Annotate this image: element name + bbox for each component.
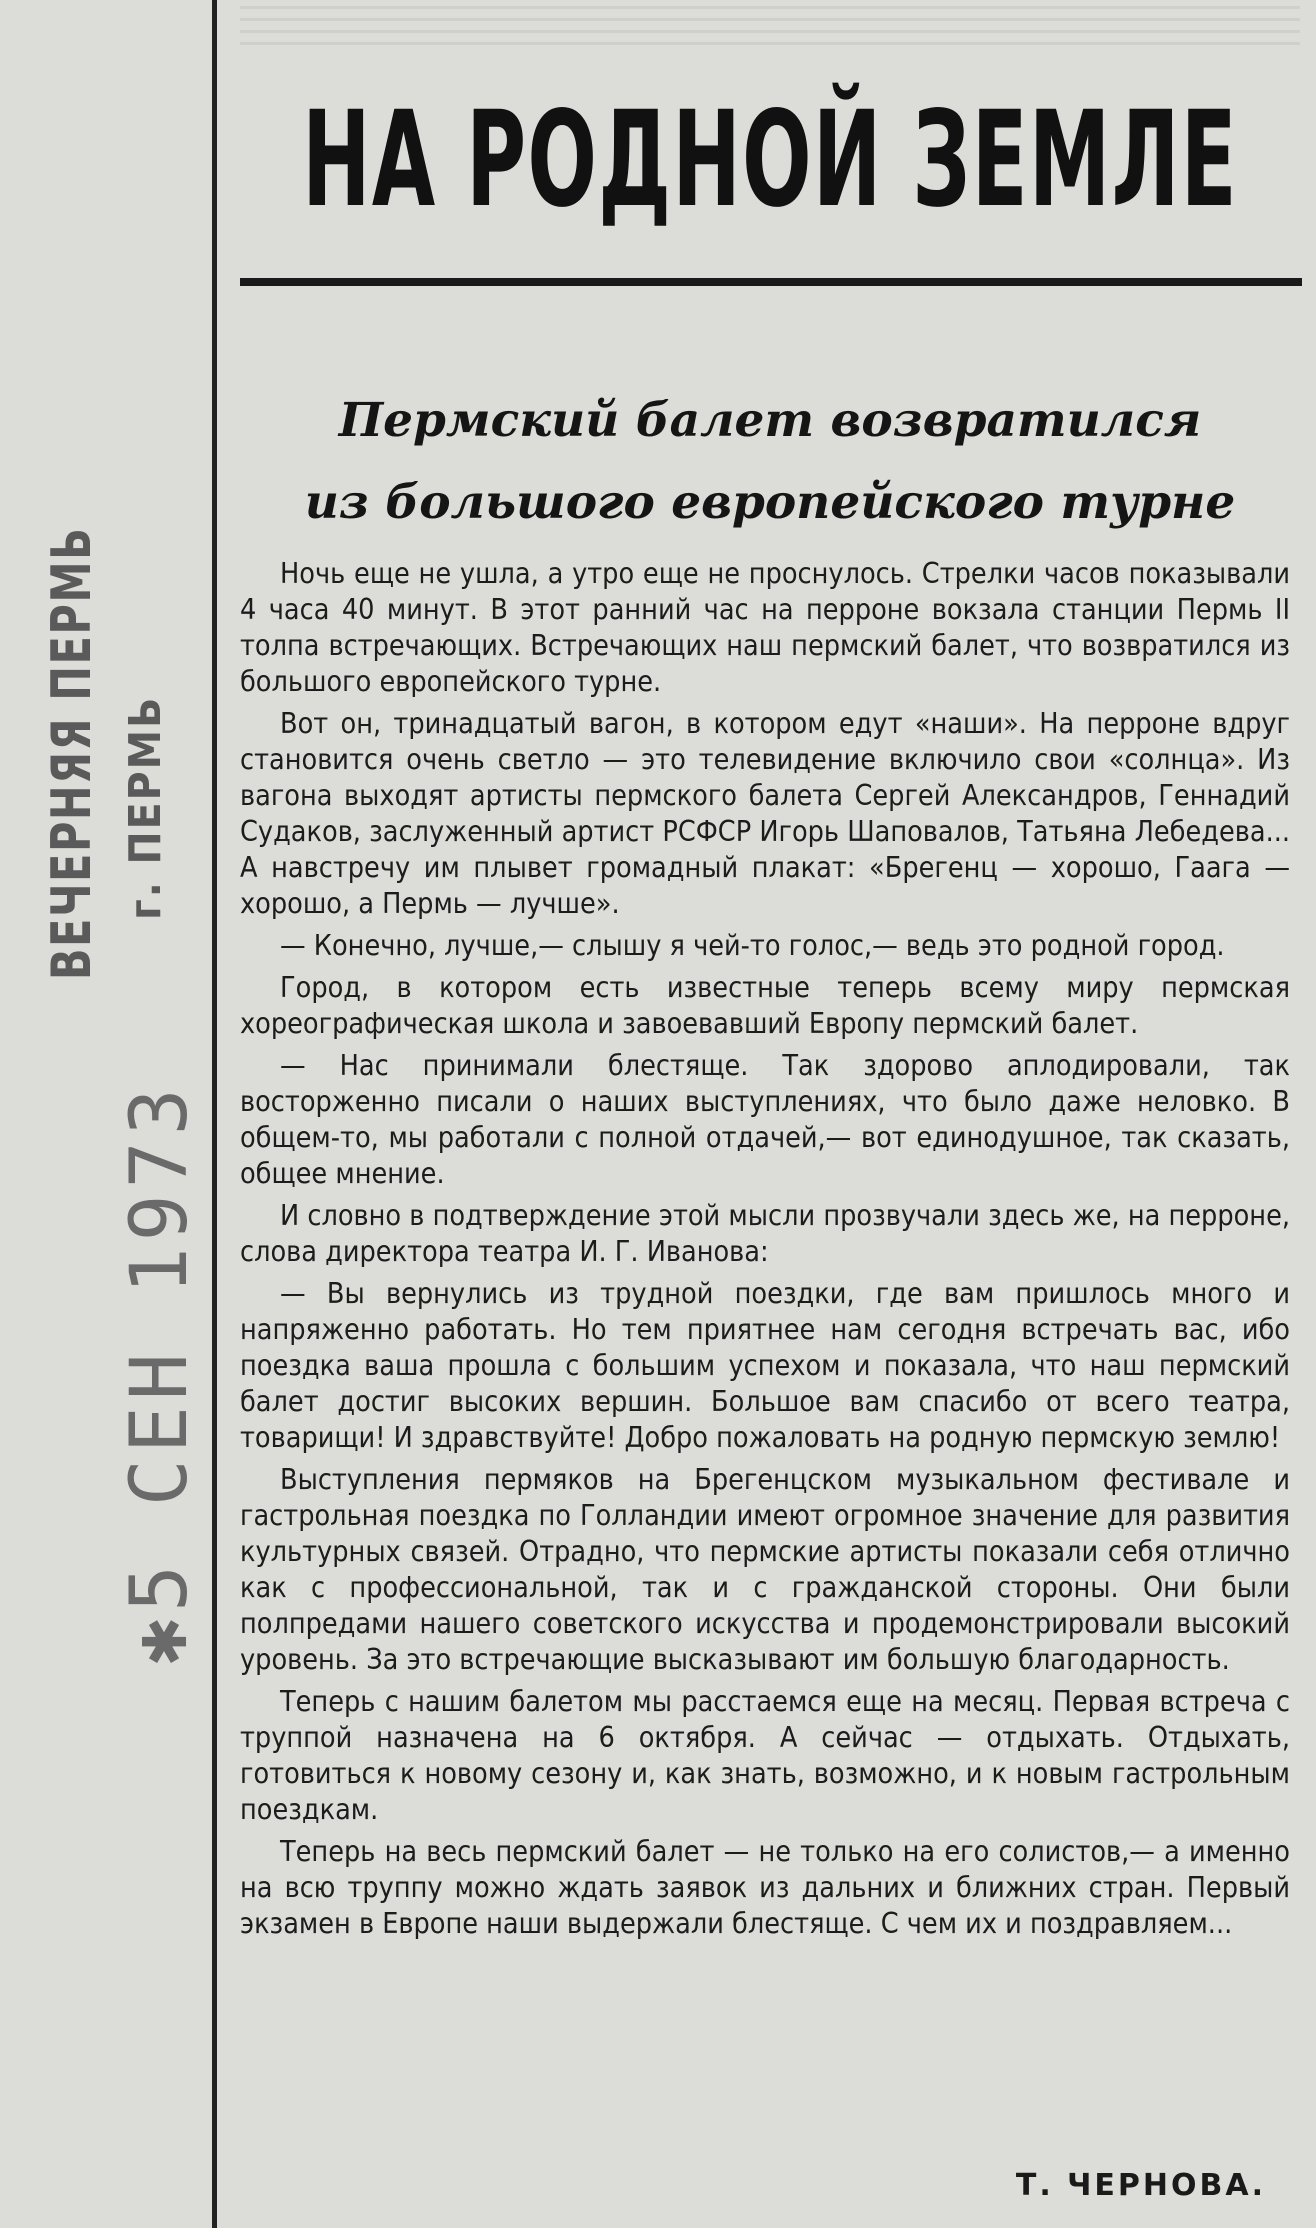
paragraph: — Вы вернулись из трудной поездки, где вам пришлось много и напряженно работать. Но тем приятнее нам сегодня встречать вас, ибо поездка ваша прошла с большим успехом и показала, что наш пермский балет достиг высоких вершин. Большое вам спасибо от всего театра, товарищи! И здравствуйте! Добро пожаловать на родную пермскую землю! bbox=[240, 1277, 1290, 1454]
article-headline: НА РОДНОЙ ЗЕМЛЕ bbox=[302, 83, 1238, 237]
subhead-line-1: Пермский балет возвратился bbox=[338, 393, 1202, 448]
article-subhead bbox=[250, 380, 1290, 544]
headline-rule bbox=[240, 278, 1302, 286]
paragraph: — Конечно, лучше,— слышу я чей-то голос,— ведь это родной город. bbox=[280, 929, 1225, 962]
paragraph: Выступления пермяков на Брегенцском музыкальном фестивале и гастрольная поездка по Голландии имеют огромное значение для развития культурных связей. Отрадно, что пермские артисты показали себя отлично как с профессиональной, так и с гражданской стороны. Они были полпредами нашего советского искусства и продемонстрировали высокий уровень. За это встречающие высказывают им большую благодарность. bbox=[240, 1463, 1290, 1676]
paragraph: Теперь на весь пермский балет — не только на его солистов,— а именно на всю труппу можно ждать заявок из дальних и ближних стран. Первый экзамен в Европе наши выдержали блестяще. С чем их и поздравляем... bbox=[240, 1835, 1290, 1940]
article-body bbox=[240, 556, 1290, 1948]
paragraph: Город, в котором есть известные теперь всему миру пермская хореографическая школа и завоевавший Европу пермский балет. bbox=[240, 971, 1290, 1040]
paragraph: — Нас принимали блестяще. Так здорово аплодировали, так восторженно писали о наших выступлениях, что было даже неловко. В общем-то, мы работали с полной отдачей,— вот единодушное, так сказать, общее мнение. bbox=[240, 1049, 1290, 1190]
archive-stamp bbox=[10, 420, 205, 1720]
stamp-newspaper-name: ВЕЧЕРНЯЯ ПЕРМЬ bbox=[40, 526, 103, 980]
reverse-side-bleed bbox=[240, 6, 1300, 52]
subhead-line-2: из большого европейского турне bbox=[304, 475, 1236, 530]
stamp-city: г. ПЕРМЬ bbox=[120, 695, 171, 920]
margin-rule bbox=[212, 0, 217, 2228]
paragraph: Вот он, тринадцатый вагон, в котором едут «наши». На перроне вдруг становится очень светло — это телевидение включило свои «солнца». Из вагона выходят артисты пермского балета Сергей Александров, Геннадий Судаков, заслуженный артист РСФСР Игорь Шаповалов, Татьяна Лебедева... А навстречу им плывет громадный плакат: «Брегенц — хорошо, Гаага — хорошо, а Пермь — лучше». bbox=[240, 707, 1290, 920]
paragraph: Теперь с нашим балетом мы расстаемся еще на месяц. Первая встреча с труппой назначена на 6 октября. А сейчас — отдыхать. Отдыхать, готовиться к новому сезону и, как знать, возможно, и к новым гастрольным поездкам. bbox=[240, 1685, 1290, 1826]
stamp-date: ✱5 СЕН 1973 bbox=[115, 1082, 205, 1665]
paragraph: Ночь еще не ушла, а утро еще не проснулось. Стрелки часов показывали 4 часа 40 минут. В этот ранний час на перроне вокзала станции Пермь II толпа встречающих. Встречающих наш пермский балет, что возвратился из большого европейского турне. bbox=[240, 557, 1290, 698]
paragraph: И словно в подтверждение этой мысли прозвучали здесь же, на перроне, слова директора театра И. Г. Иванова: bbox=[240, 1199, 1290, 1268]
author-signature: Т. ЧЕРНОВА. bbox=[1015, 2168, 1266, 2203]
